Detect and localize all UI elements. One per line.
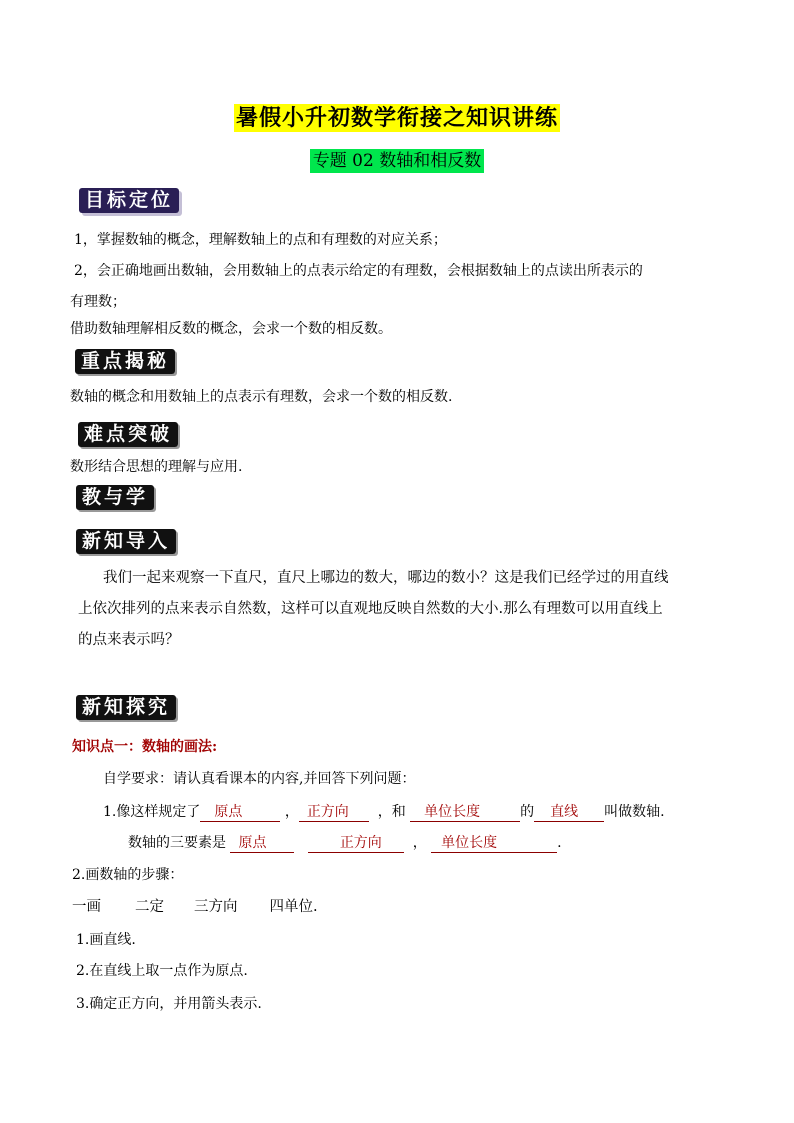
answer-origin: 原点 [200,803,280,822]
self-study-instruction: 自学要求：请认真看课本的内容,并回答下列问题： [103,771,416,787]
intro-line-3: 的点来表示吗？ [78,632,180,648]
goal-item-2: 2，会正确地画出数轴，会用数轴上的点表示给定的有理数，会根据数轴上的点读出所表示的 [74,263,643,279]
knowledge-point-title: 知识点一：数轴的画法: [72,739,218,755]
section-goal: 目标定位 [79,188,179,212]
goal-item-1: 1，掌握数轴的概念，理解数轴上的点和有理数的对应关系； [74,232,447,248]
answer-unit-length-2: 单位长度 [431,834,557,853]
page-subtitle: 专题 02 数轴和相反数 [0,146,794,171]
page-title: 暑假小升初数学衔接之知识讲练 [235,105,558,131]
intro-line-1: 我们一起来观察一下直尺，直尺上哪边的数大，哪边的数小？这是我们已经学过的用直线 [103,570,669,586]
answer-direction: 正方向 [299,803,369,822]
answer-direction-2: 正方向 [308,834,404,853]
steps-summary: 一画 二定 三方向 四单位. [72,899,318,915]
step-1: 1.画直线. [76,932,136,948]
key-text: 数轴的概念和用数轴上的点表示有理数，会求一个数的相反数. [70,389,453,405]
intro-line-2: 上依次排列的点来表示自然数，这样可以直观地反映自然数的大小.那么有理数可以用直线上 [78,601,663,617]
section-difficulty: 难点突破 [78,422,178,446]
answer-origin-2: 原点 [230,834,294,853]
difficulty-text: 数形结合思想的理解与应用. [70,459,243,475]
step-3: 3.确定正方向，并用箭头表示. [76,996,262,1012]
goal-item-2-cont: 有理数； [70,294,126,310]
step-2: 2.在直线上取一点作为原点. [76,963,248,979]
answer-unit-length: 单位长度 [410,803,520,822]
section-explore: 新知探究 [76,695,176,719]
section-teach-learn: 教与学 [76,485,154,509]
answer-line: 直线 [534,803,604,822]
section-intro: 新知导入 [76,529,176,553]
question-1: 1.像这样规定了 原点 ， 正方向 ，和 单位长度 的 直线 叫做数轴. [103,804,665,820]
question-2: 数轴的三要素是 原点 正方向 ， 单位长度 . [128,835,562,851]
goal-item-3: 借助数轴理解相反数的概念，会求一个数的相反数。 [70,321,392,337]
section-key: 重点揭秘 [75,349,175,373]
steps-title: 2.画数轴的步骤： [72,867,184,883]
